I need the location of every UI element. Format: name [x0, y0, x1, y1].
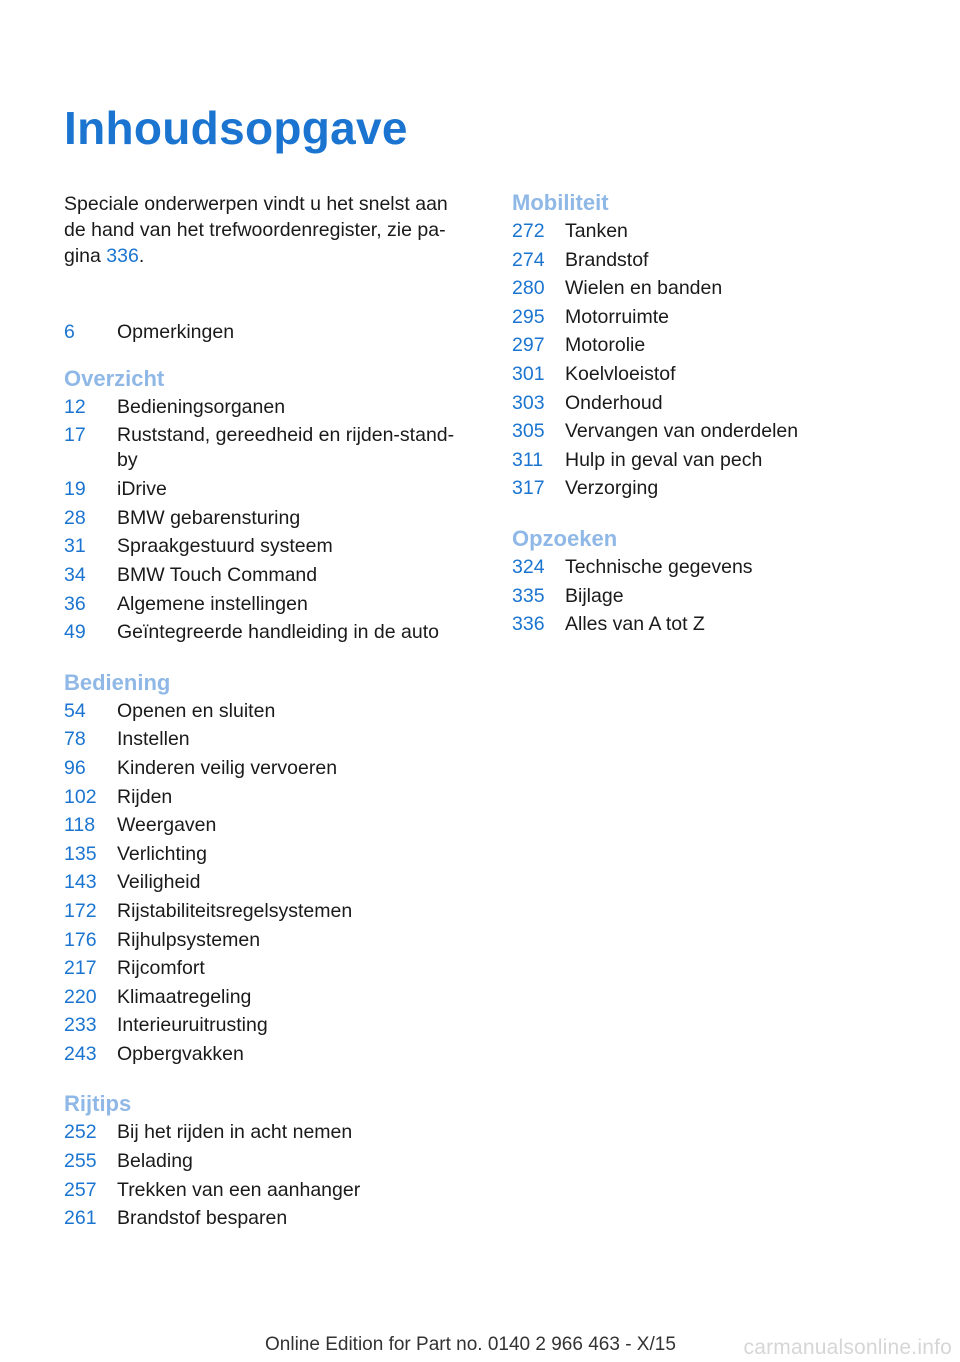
toc-page-number: 49 — [64, 621, 86, 644]
intro-paragraph — [64, 191, 474, 269]
toc-entry-label: Bij het rijden in acht nemen — [117, 1121, 353, 1144]
toc-page-number: 335 — [512, 584, 545, 607]
toc-entry-label: Koelvloeistof — [565, 362, 676, 385]
toc-entry-label: Geïntegreerde handleiding in de auto — [117, 621, 439, 644]
intro-page-link[interactable]: 336 — [106, 245, 139, 267]
toc-entry[interactable] — [512, 246, 912, 275]
toc-entry[interactable] — [64, 897, 464, 926]
toc-entry-label: Opmerkingen — [117, 321, 235, 343]
toc-page-number: 118 — [64, 814, 96, 837]
intro-text: Speciale onderwerpen vindt u het snelst aan de hand van het trefwoordenregister, zie pa‐ gina — [64, 193, 448, 267]
toc-page-number: 305 — [512, 420, 545, 443]
toc-entry-label: Bijlage — [565, 584, 624, 607]
toc-section-overzicht — [64, 365, 464, 647]
toc-entry[interactable] — [64, 1147, 464, 1176]
toc-page-number: 17 — [64, 424, 86, 447]
toc-entry[interactable] — [64, 1118, 464, 1147]
toc-entry-label: Kinderen veilig vervoeren — [117, 756, 338, 779]
toc-page-number: 176 — [64, 928, 97, 951]
toc-entry[interactable] — [64, 532, 464, 561]
toc-page-number: 36 — [64, 592, 86, 615]
toc-entry-label: Veiligheid — [117, 871, 201, 894]
toc-page-number: 324 — [512, 555, 545, 578]
toc-entry-label: Alles van A tot Z — [565, 613, 705, 636]
toc-entry[interactable] — [64, 954, 464, 983]
toc-page-number: 317 — [512, 477, 545, 500]
toc-entry-label: Brandstof besparen — [117, 1207, 288, 1230]
section-heading: Bediening — [64, 669, 171, 695]
toc-entry-label: Spraakgestuurd systeem — [117, 535, 333, 558]
toc-entry[interactable] — [512, 217, 912, 246]
toc-entry-label: Rijden — [117, 785, 173, 808]
toc-entry-label: Bedieningsorganen — [117, 395, 286, 418]
toc-page-number: 172 — [64, 899, 97, 922]
toc-entry[interactable] — [64, 926, 464, 955]
toc-entry-label: Rijhulpsystemen — [117, 928, 261, 951]
toc-entry[interactable] — [64, 318, 464, 347]
toc-page-number: 34 — [64, 563, 86, 586]
toc-section-mobiliteit — [512, 189, 912, 503]
toc-entry[interactable] — [512, 417, 912, 446]
toc-entry-label: Technische gegevens — [565, 555, 753, 578]
toc-page-number: 303 — [512, 391, 545, 414]
toc-entry-label: Rijcomfort — [117, 957, 205, 980]
toc-section-bediening — [64, 669, 464, 1069]
toc-page-number: 6 — [64, 321, 75, 343]
toc-entry[interactable] — [64, 475, 464, 504]
toc-entry[interactable] — [64, 783, 464, 812]
toc-entry-label: BMW gebarensturing — [117, 506, 301, 529]
toc-entry-label: Opbergvakken — [117, 1042, 244, 1065]
section-heading: Mobiliteit — [512, 190, 609, 215]
toc-right-column — [512, 189, 912, 661]
toc-page-number: 31 — [64, 535, 86, 558]
toc-page-number: 311 — [512, 448, 544, 471]
toc-entry-label: Tanken — [565, 220, 628, 242]
toc-page-number: 301 — [512, 362, 545, 385]
toc-left-column — [64, 318, 464, 1255]
toc-entry[interactable] — [512, 553, 912, 582]
toc-entry[interactable] — [512, 389, 912, 418]
toc-entry-label: Vervangen van onderdelen — [565, 420, 799, 443]
toc-page-number: 220 — [64, 985, 97, 1008]
toc-section-opzoeken — [512, 525, 912, 639]
toc-entry-label: Rijstabiliteitsregelsystemen — [117, 899, 353, 922]
toc-entry-label: Hulp in geval van pech — [565, 448, 763, 471]
toc-entry-label: Instellen — [117, 728, 190, 751]
toc-page-number: 261 — [64, 1207, 97, 1230]
toc-entry[interactable] — [512, 331, 912, 360]
toc-entry-label: Verlichting — [117, 842, 207, 865]
toc-page-number: 280 — [512, 277, 545, 300]
toc-entry-label: Motorolie — [565, 334, 646, 357]
toc-entry-label: Weergaven — [117, 814, 217, 837]
toc-page-number: 143 — [64, 871, 97, 894]
toc-page-number: 252 — [64, 1121, 97, 1144]
toc-page-number: 257 — [64, 1178, 97, 1201]
toc-entry-label: Belading — [117, 1150, 193, 1173]
toc-entry[interactable] — [64, 1176, 464, 1205]
toc-page-number: 274 — [512, 248, 545, 271]
toc-page-number: 102 — [64, 785, 97, 808]
toc-entry[interactable] — [64, 725, 464, 754]
toc-page-number: 297 — [512, 334, 545, 357]
toc-entry[interactable] — [64, 868, 464, 897]
toc-entry-label: Brandstof — [565, 248, 649, 271]
toc-entry[interactable] — [64, 697, 464, 726]
toc-entry[interactable] — [64, 561, 464, 590]
page-title: Inhoudsopgave — [64, 102, 408, 154]
toc-page-number: 217 — [64, 957, 97, 980]
toc-page-number: 19 — [64, 478, 86, 501]
toc-entry-label: Trekken van een aanhanger — [117, 1178, 361, 1201]
toc-entry[interactable] — [64, 618, 464, 647]
toc-page-number: 135 — [64, 842, 97, 865]
section-heading: Opzoeken — [512, 525, 618, 551]
toc-entry[interactable] — [64, 393, 464, 422]
toc-entry[interactable] — [64, 590, 464, 619]
toc-entry-label: Onderhoud — [565, 391, 663, 414]
toc-entry-label: BMW Touch Command — [117, 563, 318, 586]
toc-section-rijtips — [64, 1090, 464, 1232]
toc-page-number: 78 — [64, 728, 86, 751]
toc-entry-label: Interieuruitrusting — [117, 1014, 268, 1037]
toc-entry-label: Motorruimte — [565, 305, 670, 328]
toc-entry-label: Klimaatregeling — [117, 985, 252, 1008]
toc-entry[interactable] — [64, 811, 464, 840]
toc-entry[interactable] — [512, 610, 912, 639]
toc-entry-label: Wielen en banden — [565, 277, 723, 300]
toc-page-number: 12 — [64, 395, 86, 418]
section-heading: Overzicht — [64, 365, 165, 391]
section-heading: Rijtips — [64, 1091, 132, 1117]
toc-page-number: 96 — [64, 756, 86, 779]
toc-page-number: 255 — [64, 1150, 97, 1173]
toc-page-number: 295 — [512, 305, 545, 328]
intro-end: . — [138, 245, 145, 267]
toc-page-number: 272 — [512, 220, 545, 242]
toc-entry-label: Algemene instellingen — [117, 592, 308, 615]
toc-entry[interactable] — [512, 582, 912, 611]
toc-entry[interactable] — [512, 303, 912, 332]
toc-entry[interactable] — [512, 274, 912, 303]
toc-entry-label: Verzorging — [565, 477, 659, 500]
watermark: carmanualsonline.info — [743, 1336, 952, 1359]
toc-entry[interactable] — [64, 1011, 464, 1040]
toc-page-number: 54 — [64, 699, 86, 722]
page-footer: Online Edition for Part no. 0140 2 966 463 - X/15 — [265, 1334, 676, 1355]
toc-entry[interactable] — [64, 1204, 464, 1233]
toc-page-number: 28 — [64, 506, 86, 529]
toc-page-number: 336 — [512, 613, 545, 636]
toc-entry[interactable] — [64, 983, 464, 1012]
toc-entry[interactable] — [64, 421, 464, 475]
toc-entry[interactable] — [512, 474, 912, 503]
toc-entry[interactable] — [64, 840, 464, 869]
toc-page-number: 243 — [64, 1042, 97, 1065]
toc-entry[interactable] — [512, 446, 912, 475]
toc-entry[interactable] — [64, 754, 464, 783]
toc-entry[interactable] — [64, 504, 464, 533]
toc-entry[interactable] — [64, 1040, 464, 1069]
toc-page-number: 233 — [64, 1014, 97, 1037]
toc-entry-label: iDrive — [117, 478, 167, 501]
toc-entry-label: Ruststand, gereedheid en rijden-stand‐ by — [117, 424, 455, 472]
toc-entry-label: Openen en sluiten — [117, 699, 276, 722]
toc-entry[interactable] — [512, 360, 912, 389]
